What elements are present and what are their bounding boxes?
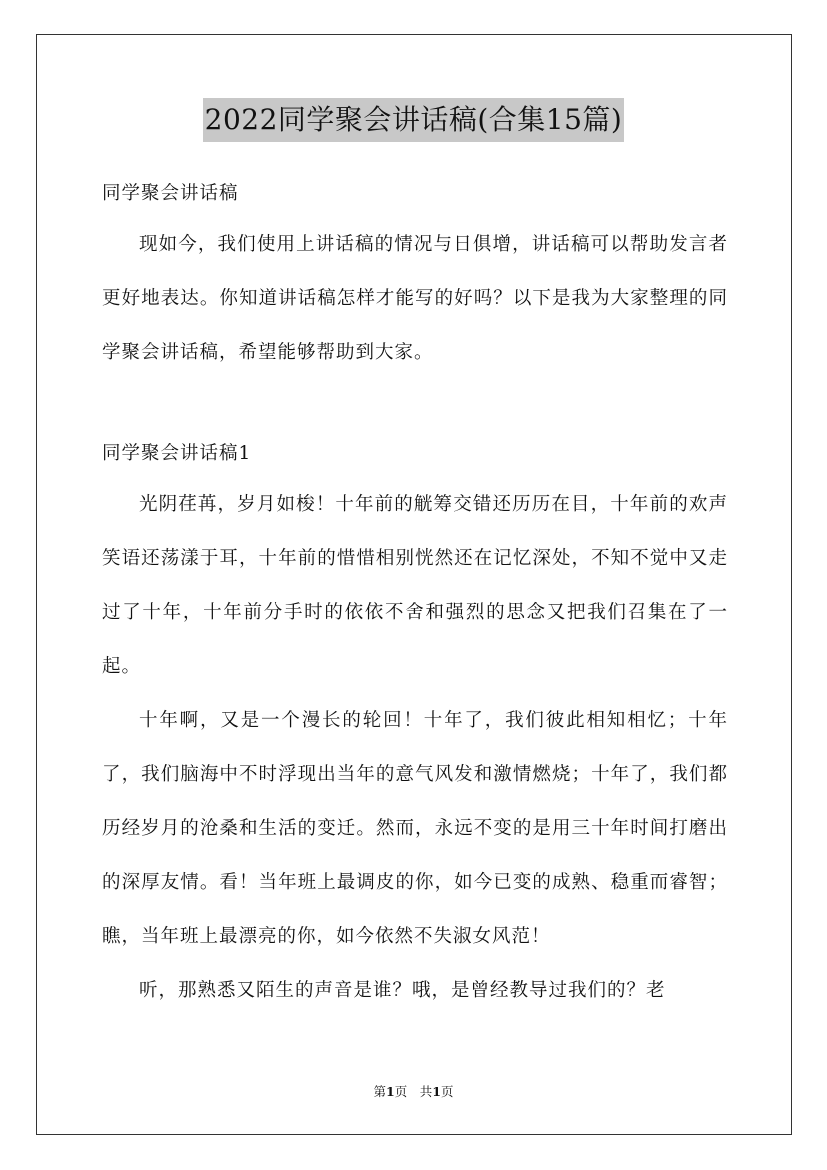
intro-heading: 同学聚会讲话稿 [102,183,239,204]
document-body [102,170,728,1018]
section-1-paragraph: 光阴荏苒，岁月如梭！十年前的觥筹交错还历历在目，十年前的欢声笑语还荡漾于耳，十年前的惜惜相别恍然还在记忆深处，不知不觉中又走过了十年，十年前分手时的依依不舍和强烈的思念又把我们召集在了一起。 [102,494,728,677]
section-1-paragraph: 十年啊，又是一个漫长的轮回！十年了，我们彼此相知相忆；十年了，我们脑海中不时浮现出当年的意气风发和激情燃烧；十年了，我们都历经岁月的沧桑和生活的变迁。然而，永远不变的是用三十年时间打磨出的深厚友情。看！当年班上最调皮的你，如今已变的成熟、稳重而睿智；瞧，当年班上最漂亮的你，如今依然不失淑女风范！ [102,710,728,947]
section-1-heading: 同学聚会讲话稿1 [102,443,252,464]
footer-page-current: 1 [386,1084,395,1099]
document-title: 2022同学聚会讲话稿(合集15篇) [203,98,625,142]
section-spacer [102,380,728,430]
page-footer [0,1082,827,1102]
title-container [0,98,827,142]
footer-prefix: 第 [373,1084,387,1099]
footer-suffix: 页 [440,1084,454,1099]
footer-page-total: 1 [432,1084,441,1099]
section-1-paragraph: 听，那熟悉又陌生的声音是谁？哦，是曾经教导过我们的？老 [139,980,666,1001]
intro-paragraph: 现如今，我们使用上讲话稿的情况与日俱增，讲话稿可以帮助发言者更好地表达。你知道讲话稿怎样才能写的好吗？以下是我为大家整理的同学聚会讲话稿，希望能够帮助到大家。 [102,234,728,363]
footer-mid: 页 共 [394,1084,433,1099]
